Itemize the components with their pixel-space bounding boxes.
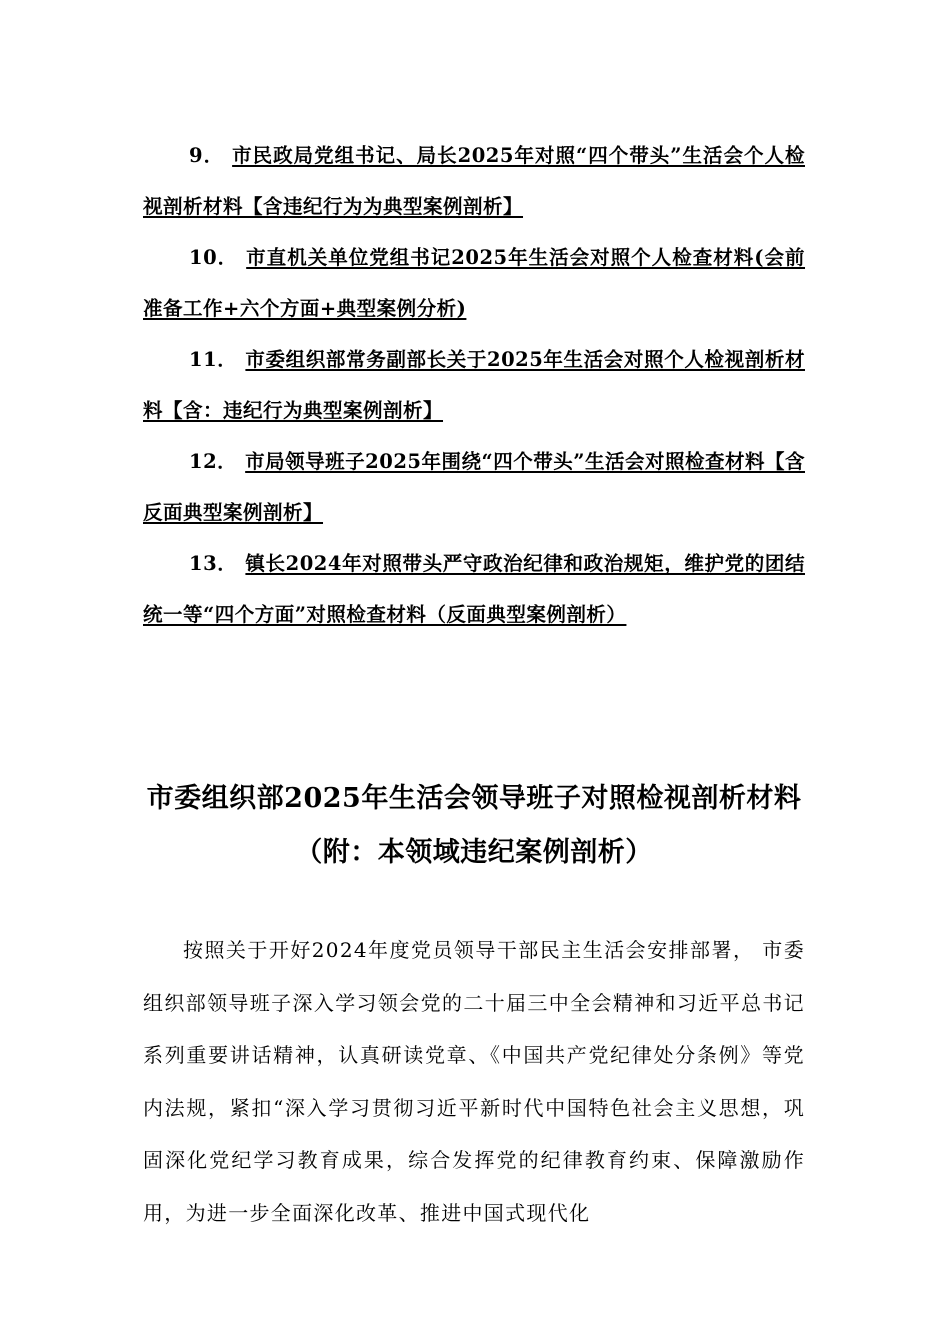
toc-item-11[interactable] [143, 334, 805, 436]
toc-item-number: 9． [189, 144, 225, 167]
toc-item-link[interactable]: 市民政局党组书记、局长2025年对照“四个带头”生活会个人检视剖析材料【含违纪行为为典型案例剖析】 [143, 144, 805, 218]
toc-item-10[interactable] [143, 232, 805, 334]
toc-item-12[interactable] [143, 436, 805, 538]
toc-item-link[interactable]: 镇长2024年对照带头严守政治纪律和政治规矩，维护党的团结统一等“四个方面”对照检查材料（反面典型案例剖析） [143, 552, 805, 626]
toc-item-number: 13． [189, 552, 238, 575]
toc-item-link[interactable]: 市委组织部常务副部长关于2025年生活会对照个人检视剖析材料【含：违纪行为典型案例剖析】 [143, 348, 805, 422]
table-of-contents [143, 130, 805, 640]
toc-item-number: 10． [189, 246, 239, 269]
body-paragraph: 按照关于开好2024年度党员领导干部民主生活会安排部署， 市委组织部领导班子深入学习领会党的二十届三中全会精神和习近平总书记系列重要讲话精神，认真研读党章、《中国共产党纪律处分条例》等党内法规，紧扣“深入学习贯彻习近平新时代中国特色社会主义思想，巩固深化党纪学习教育成果，综合发挥党的纪律教育约束、保障激励作用，为进一步全面深化改革、推进中国式现代化 [143, 938, 805, 1225]
toc-item-13[interactable] [143, 538, 805, 640]
toc-item-number: 11． [189, 348, 238, 371]
toc-item-number: 12． [189, 450, 238, 473]
toc-item-link[interactable]: 市局领导班子2025年围绕“四个带头”生活会对照检查材料【含反面典型案例剖析】 [143, 450, 805, 524]
toc-item-9[interactable] [143, 130, 805, 232]
toc-item-link[interactable]: 市直机关单位党组书记2025年生活会对照个人检查材料(会前准备工作+六个方面+典型案例分析) [143, 246, 806, 320]
document-title: 市委组织部2025年生活会领导班子对照检视剖析材料（附：本领域违纪案例剖析） [146, 783, 802, 868]
